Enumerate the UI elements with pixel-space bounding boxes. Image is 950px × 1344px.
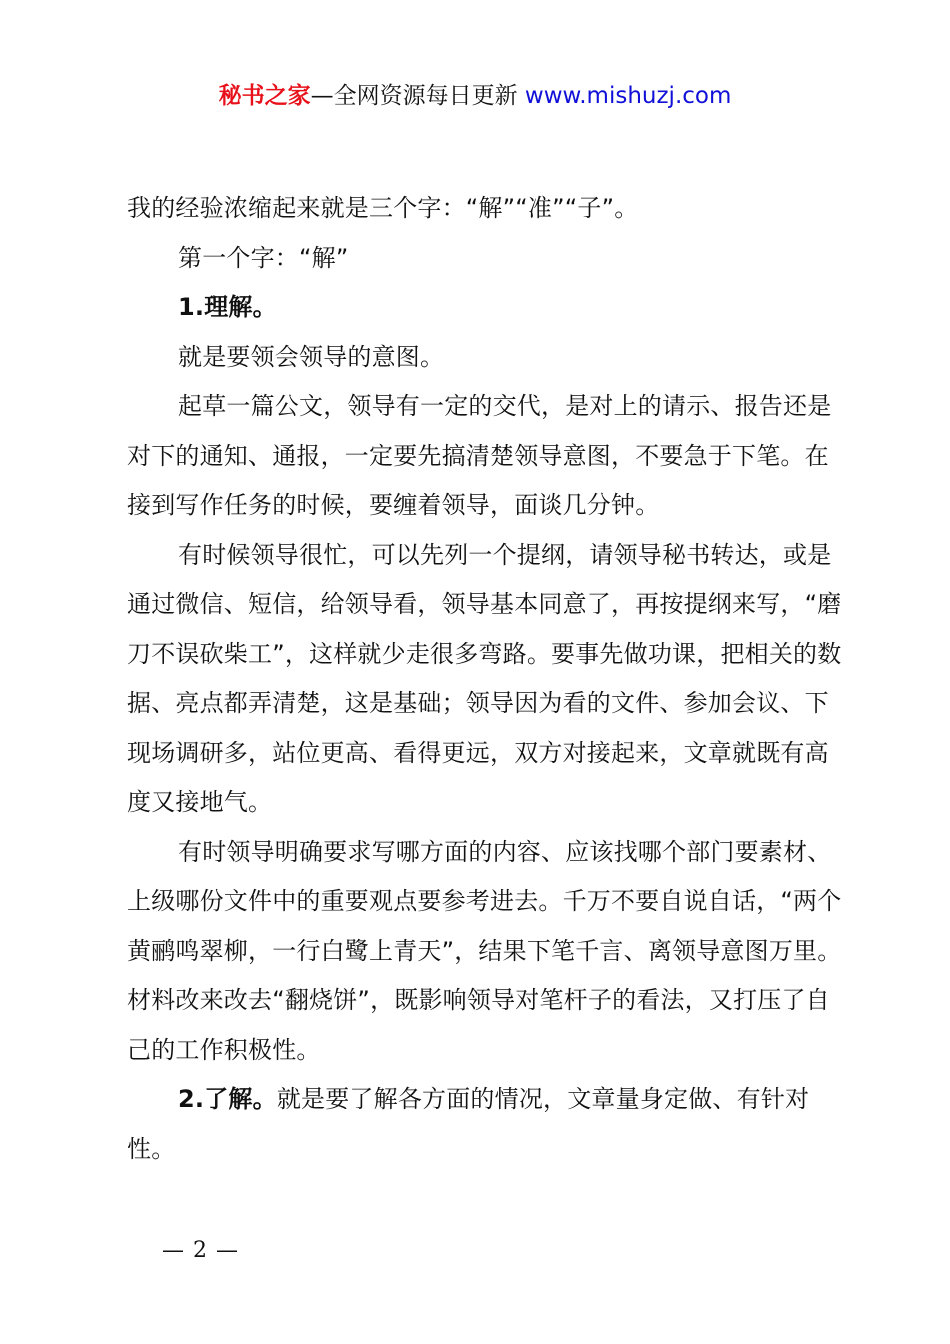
site-header <box>0 80 950 112</box>
subheading-understanding: 1.理解。 <box>178 293 277 321</box>
paragraph-intent: 就是要领会领导的意图。 <box>178 342 445 371</box>
paragraph-requirements: 有时领导明确要求写哪方面的内容、应该找哪个部门要素材、上级哪份文件中的重要观点要参考进去。千万不要自说自话，“两个黄鹂鸣翠柳，一行白鹭上青天”，结果下笔千言、离领导意图万里。材料改来改去“翻烧饼”，既影响领导对笔杆子的看法，又打压了自己的工作积极性。 <box>127 837 842 1064</box>
paragraph-outline: 有时候领导很忙，可以先列一个提纲，请领导秘书转达，或是通过微信、短信，给领导看，领导基本同意了，再按提纲来写，“磨刀不误砍柴工”，这样就少走很多弯路。要事先做功课，把相关的数据、亮点都弄清楚，这是基础；领导因为看的文件、参加会议、下现场调研多，站位更高、看得更远，双方对接起来，文章就既有高度又接地气。 <box>127 540 842 816</box>
header-tagline: —全网资源每日更新 <box>310 83 518 109</box>
paragraph-intro: 我的经验浓缩起来就是三个字：“解”“准”“子”。 <box>127 194 639 222</box>
page-number: — 2 — <box>162 1238 239 1263</box>
paragraph-knowing-text: 就是要了解各方面的情况，文章量身定做、有针对性。 <box>127 1085 810 1163</box>
paragraph-knowing <box>127 1075 847 1174</box>
brand-name: 秘书之家 <box>218 83 311 109</box>
paragraph-drafting: 起草一篇公文，领导有一定的交代，是对上的请示、报告还是对下的通知、通报，一定要先搞清楚领导意图，不要急于下笔。在接到写作任务的时候，要缠着领导，面谈几分钟。 <box>127 392 832 519</box>
site-url[interactable]: www.mishuzj.com <box>524 83 732 109</box>
section-heading-first-word: 第一个字：“解” <box>178 243 349 272</box>
document-body <box>127 184 847 1174</box>
subheading-knowing: 2.了解。 <box>178 1085 277 1113</box>
